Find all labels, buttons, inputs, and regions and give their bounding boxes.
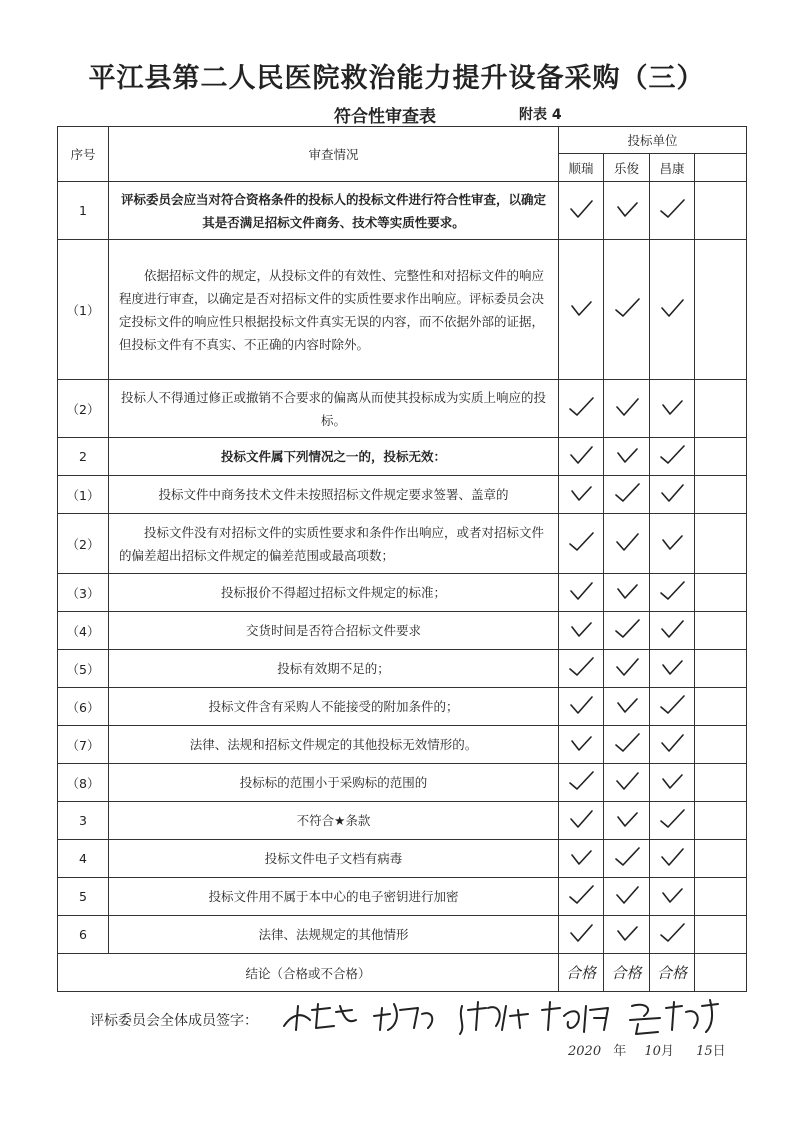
table-row xyxy=(58,764,747,802)
row-criterion: 交货时间是否符合招标文件要求 xyxy=(109,612,559,650)
checkmark-icon xyxy=(658,197,686,221)
row-criterion: 投标有效期不足的； xyxy=(109,650,559,688)
table-row xyxy=(58,380,747,438)
checkmark-icon xyxy=(658,845,686,869)
bidder-3-check-cell xyxy=(650,514,695,574)
row-criterion: 投标标的范围小于采购标的范围的 xyxy=(109,764,559,802)
date-year: 2020 xyxy=(568,1044,602,1059)
checkmark-icon xyxy=(567,883,595,907)
conclusion-value-1: 合格 xyxy=(559,954,604,992)
bidder-3-check-cell xyxy=(650,574,695,612)
appendix-label: 附表 4 xyxy=(519,107,562,123)
bidder-2-check-cell xyxy=(604,878,650,916)
checkmark-icon xyxy=(613,883,641,907)
checkmark-icon xyxy=(567,296,595,320)
bidder-1-check-cell xyxy=(559,840,604,878)
checkmark-icon xyxy=(567,481,595,505)
bidder-3-check-cell xyxy=(650,476,695,514)
checkmark-icon xyxy=(567,769,595,793)
bidder-2-check-cell xyxy=(604,514,650,574)
checkmark-icon xyxy=(658,731,686,755)
checkmark-icon xyxy=(658,530,686,554)
row-seq: （6） xyxy=(58,688,109,726)
checkmark-icon xyxy=(567,655,595,679)
row-seq: 2 xyxy=(58,438,109,476)
row-seq: （5） xyxy=(58,650,109,688)
bidder-3-check-cell xyxy=(650,840,695,878)
row-criterion: 投标文件中商务技术文件未按照招标文件规定要求签署、盖章的 xyxy=(109,476,559,514)
checkmark-icon xyxy=(567,579,595,603)
document-subtitle: 符合性审查表 xyxy=(334,107,436,127)
checkmark-icon xyxy=(658,579,686,603)
checkmark-icon xyxy=(613,579,641,603)
bidder-3-check-cell xyxy=(650,726,695,764)
empty-cell xyxy=(695,182,747,240)
bidder-2-check-cell xyxy=(604,688,650,726)
checkmark-icon xyxy=(567,443,595,467)
table-row xyxy=(58,802,747,840)
checkmark-icon xyxy=(613,296,641,320)
checkmark-icon xyxy=(658,921,686,945)
checkmark-icon xyxy=(613,443,641,467)
checkmark-icon xyxy=(613,807,641,831)
bidder-3-check-cell xyxy=(650,240,695,380)
date-day: 15 xyxy=(696,1044,713,1059)
bidder-1-check-cell xyxy=(559,612,604,650)
bidder-1-check-cell xyxy=(559,764,604,802)
bidder-2-check-cell xyxy=(604,574,650,612)
row-seq: （1） xyxy=(58,476,109,514)
row-criterion: 投标文件用不属于本中心的电子密钥进行加密 xyxy=(109,878,559,916)
bidder-3-check-cell xyxy=(650,688,695,726)
date-month: 10 xyxy=(644,1044,661,1059)
row-criterion: 投标报价不得超过招标文件规定的标准； xyxy=(109,574,559,612)
conclusion-label: 结论（合格或不合格） xyxy=(58,954,559,992)
table-row xyxy=(58,688,747,726)
bidder-1-check-cell xyxy=(559,878,604,916)
bidder-2-check-cell xyxy=(604,182,650,240)
row-criterion: 法律、法规和招标文件规定的其他投标无效情形的。 xyxy=(109,726,559,764)
row-criterion: 法律、法规规定的其他情形 xyxy=(109,916,559,954)
checkmark-icon xyxy=(613,481,641,505)
bidder-2-check-cell xyxy=(604,438,650,476)
checkmark-icon xyxy=(658,655,686,679)
row-seq: （4） xyxy=(58,612,109,650)
empty-cell xyxy=(695,380,747,438)
checkmark-icon xyxy=(567,921,595,945)
bidder-1-check-cell xyxy=(559,916,604,954)
checkmark-icon xyxy=(567,617,595,641)
checkmark-icon xyxy=(613,617,641,641)
empty-cell xyxy=(695,688,747,726)
empty-cell xyxy=(695,840,747,878)
checkmark-icon xyxy=(613,693,641,717)
row-seq: 6 xyxy=(58,916,109,954)
bidder-1-check-cell xyxy=(559,726,604,764)
header-bidder-3: 昌康 xyxy=(650,154,695,182)
checkmark-icon xyxy=(613,530,641,554)
date-month-unit: 月 xyxy=(660,1044,674,1059)
checkmark-icon xyxy=(658,443,686,467)
checkmark-icon xyxy=(567,731,595,755)
checkmark-icon xyxy=(658,617,686,641)
table-row xyxy=(58,840,747,878)
row-seq: 1 xyxy=(58,182,109,240)
checkmark-icon xyxy=(567,197,595,221)
row-criterion: 投标文件电子文档有病毒 xyxy=(109,840,559,878)
checkmark-icon xyxy=(567,693,595,717)
bidder-3-check-cell xyxy=(650,916,695,954)
empty-cell xyxy=(695,240,747,380)
document-title: 平江县第二人民医院救治能力提升设备采购（三） xyxy=(88,63,705,94)
bidder-2-check-cell xyxy=(604,240,650,380)
header-bidder-empty xyxy=(695,154,747,182)
checkmark-icon xyxy=(658,481,686,505)
bidder-2-check-cell xyxy=(604,802,650,840)
empty-cell xyxy=(695,612,747,650)
checkmark-icon xyxy=(567,395,595,419)
bidder-1-check-cell xyxy=(559,688,604,726)
checkmark-icon xyxy=(658,296,686,320)
committee-signature-label: 评标委员会全体成员签字： xyxy=(90,1013,258,1029)
bidder-1-check-cell xyxy=(559,650,604,688)
row-seq: （2） xyxy=(58,514,109,574)
table-row xyxy=(58,574,747,612)
table-row xyxy=(58,182,747,240)
table-row xyxy=(58,612,747,650)
empty-cell xyxy=(695,514,747,574)
checkmark-icon xyxy=(567,807,595,831)
date-day-unit: 日 xyxy=(712,1044,726,1059)
empty-cell xyxy=(695,802,747,840)
row-seq: （2） xyxy=(58,380,109,438)
bidder-2-check-cell xyxy=(604,650,650,688)
bidder-2-check-cell xyxy=(604,476,650,514)
conclusion-row xyxy=(58,954,747,992)
bidder-1-check-cell xyxy=(559,240,604,380)
checkmark-icon xyxy=(613,921,641,945)
empty-cell xyxy=(695,650,747,688)
empty-cell xyxy=(695,878,747,916)
row-criterion: 投标人不得通过修正或撤销不合要求的偏离从而使其投标成为实质上响应的投标。 xyxy=(109,380,559,438)
row-criterion: 投标文件含有采购人不能接受的附加条件的； xyxy=(109,688,559,726)
table-row xyxy=(58,438,747,476)
bidder-2-check-cell xyxy=(604,840,650,878)
bidder-1-check-cell xyxy=(559,514,604,574)
bidder-3-check-cell xyxy=(650,764,695,802)
bidder-1-check-cell xyxy=(559,476,604,514)
checkmark-icon xyxy=(567,530,595,554)
row-seq: 5 xyxy=(58,878,109,916)
checkmark-icon xyxy=(658,807,686,831)
empty-cell xyxy=(695,764,747,802)
conclusion-value-3: 合格 xyxy=(650,954,695,992)
checkmark-icon xyxy=(613,731,641,755)
bidder-1-check-cell xyxy=(559,574,604,612)
row-seq: （3） xyxy=(58,574,109,612)
conclusion-value-2: 合格 xyxy=(604,954,650,992)
bidder-3-check-cell xyxy=(650,438,695,476)
checkmark-icon xyxy=(613,769,641,793)
bidder-1-check-cell xyxy=(559,380,604,438)
table-row xyxy=(58,240,747,380)
bidder-2-check-cell xyxy=(604,764,650,802)
row-seq: （7） xyxy=(58,726,109,764)
header-bidders-group: 投标单位 xyxy=(559,127,747,154)
checkmark-icon xyxy=(613,395,641,419)
row-criterion: 依据招标文件的规定，从投标文件的有效性、完整性和对招标文件的响应程度进行审查，以确定是否对招标文件的实质性要求作出响应。评标委员会决定投标文件的响应性只根据投标文件真实无误的内容，而不依据外部的证据，但投标文件有不真实、不正确的内容时除外。 xyxy=(109,240,559,380)
bidder-1-check-cell xyxy=(559,438,604,476)
empty-cell xyxy=(695,916,747,954)
checkmark-icon xyxy=(658,693,686,717)
empty-cell xyxy=(695,726,747,764)
row-seq: 4 xyxy=(58,840,109,878)
header-bidder-1: 顺瑞 xyxy=(559,154,604,182)
bidder-3-check-cell xyxy=(650,650,695,688)
bidder-2-check-cell xyxy=(604,612,650,650)
row-criterion: 投标文件属下列情况之一的，投标无效： xyxy=(109,438,559,476)
checkmark-icon xyxy=(567,845,595,869)
date-year-unit: 年 xyxy=(613,1044,627,1059)
table-row xyxy=(58,514,747,574)
committee-signatures xyxy=(282,996,742,1044)
checkmark-icon xyxy=(658,769,686,793)
date-line xyxy=(568,1040,726,1059)
bidder-3-check-cell xyxy=(650,802,695,840)
bidder-2-check-cell xyxy=(604,380,650,438)
empty-cell xyxy=(695,954,747,992)
bidder-3-check-cell xyxy=(650,380,695,438)
bidder-2-check-cell xyxy=(604,916,650,954)
header-seq: 序号 xyxy=(58,127,109,182)
table-row xyxy=(58,476,747,514)
checkmark-icon xyxy=(613,655,641,679)
empty-cell xyxy=(695,574,747,612)
table-row xyxy=(58,916,747,954)
row-seq: （8） xyxy=(58,764,109,802)
checkmark-icon xyxy=(613,197,641,221)
bidder-1-check-cell xyxy=(559,802,604,840)
empty-cell xyxy=(695,476,747,514)
checkmark-icon xyxy=(658,883,686,907)
table-row xyxy=(58,650,747,688)
review-table xyxy=(57,126,747,992)
bidder-2-check-cell xyxy=(604,726,650,764)
bidder-3-check-cell xyxy=(650,182,695,240)
table-row xyxy=(58,726,747,764)
row-criterion: 投标文件没有对招标文件的实质性要求和条件作出响应，或者对招标文件的偏差超出招标文件规定的偏差范围或最高项数； xyxy=(109,514,559,574)
header-review: 审查情况 xyxy=(109,127,559,182)
bidder-1-check-cell xyxy=(559,182,604,240)
header-bidder-2: 乐俊 xyxy=(604,154,650,182)
row-seq: （1） xyxy=(58,240,109,380)
row-criterion: 评标委员会应当对符合资格条件的投标人的投标文件进行符合性审查，以确定其是否满足招标文件商务、技术等实质性要求。 xyxy=(109,182,559,240)
bidder-3-check-cell xyxy=(650,612,695,650)
row-criterion: 不符合★条款 xyxy=(109,802,559,840)
bidder-3-check-cell xyxy=(650,878,695,916)
checkmark-icon xyxy=(658,395,686,419)
checkmark-icon xyxy=(613,845,641,869)
empty-cell xyxy=(695,438,747,476)
table-row xyxy=(58,878,747,916)
row-seq: 3 xyxy=(58,802,109,840)
